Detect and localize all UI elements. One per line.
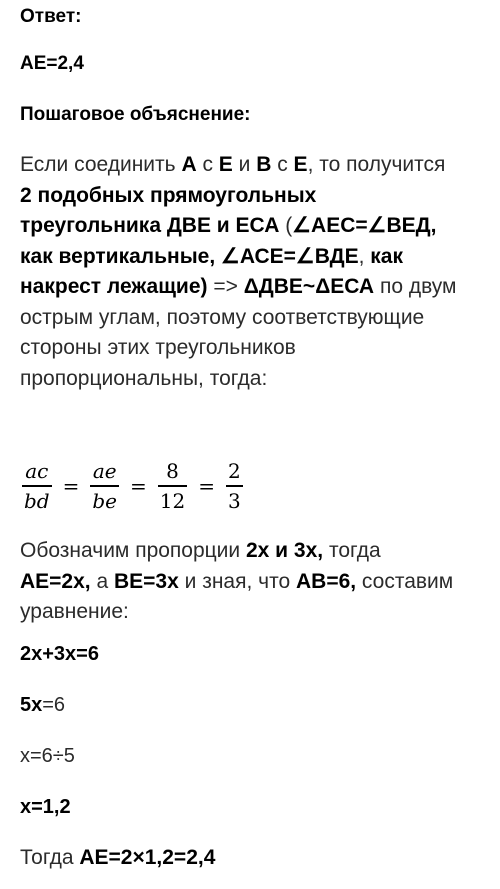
paragraph-line: стороны этих треугольников: [20, 336, 296, 359]
equation-step-4: х=1,2: [20, 796, 71, 818]
fraction-bar: [90, 485, 119, 486]
paragraph-line: уравнение:: [20, 600, 129, 623]
answer-value: АЕ=2,4: [20, 53, 84, 74]
fraction-bar: [22, 485, 52, 486]
equals-sign: =: [198, 474, 215, 498]
paragraph-line: [20, 272, 490, 303]
fraction-denominator: be: [92, 488, 118, 513]
fraction-8-12: [158, 459, 187, 512]
point-label: Е: [218, 153, 233, 176]
text-span: Если соединить: [20, 153, 182, 176]
paragraph-line: [20, 567, 490, 598]
text-span: составим: [356, 569, 454, 593]
paragraph-line: 2 подобных прямоугольных: [20, 183, 317, 207]
explanation-heading: Пошаговое объяснение:: [20, 104, 251, 125]
bold-text: ∠АЕС=∠ВЕД,: [292, 214, 437, 237]
point-label: А: [181, 153, 197, 176]
text-span: , то получится: [307, 153, 446, 176]
text-span: по двум: [374, 275, 457, 298]
equation-step-1: 2х+3х=6: [20, 643, 99, 665]
text-span: =6: [42, 694, 66, 716]
bold-text: накрест лежащие): [20, 275, 208, 298]
text-span: =>: [207, 275, 244, 298]
equation-step-2: [20, 694, 65, 717]
paragraph-line: [20, 242, 490, 273]
paragraph-line: острым углам, поэтому соответствующие: [20, 305, 425, 329]
fraction-numerator: ac: [25, 459, 49, 484]
bold-text: ВЕ=3х: [114, 569, 179, 593]
paragraph-line: [20, 536, 490, 567]
explanation-paragraph-2: [20, 536, 490, 628]
paragraph-line: пропорциональны, тогда:: [20, 366, 268, 390]
bold-text: как вертикальные, ∠АСЕ=∠ВДЕ: [20, 244, 359, 268]
bold-text: АЕ=2×1,2=2,4: [79, 846, 216, 869]
bold-text: треугольника ДВЕ и ЕСА: [20, 214, 280, 237]
explanation-paragraph-1: [20, 150, 490, 394]
fraction-2-3: [226, 459, 243, 512]
text-span: с: [271, 153, 294, 176]
text-span: и зная, что: [178, 569, 296, 593]
text-span: Обозначим пропорции: [20, 539, 246, 562]
text-span: а: [90, 569, 114, 593]
text-span: ,: [358, 244, 371, 268]
bold-text: как: [370, 244, 403, 268]
proportion-formula: [20, 456, 245, 516]
equals-sign: =: [130, 474, 147, 498]
paragraph-line: [20, 150, 490, 181]
fraction-numerator: ae: [92, 459, 117, 484]
bold-text: АВ=6,: [295, 569, 357, 593]
fraction-bar: [226, 485, 243, 486]
text-span: тогда: [323, 539, 381, 562]
text-span: с: [196, 153, 219, 176]
text-span: и: [232, 153, 257, 176]
fraction-ae-be: [90, 459, 119, 512]
point-label: Е: [293, 153, 308, 176]
bold-text: 5х: [20, 694, 43, 716]
point-label: В: [256, 153, 272, 176]
fraction-denominator: bd: [24, 488, 50, 513]
bold-text: АЕ=2х,: [20, 569, 91, 593]
paragraph-line: [20, 211, 490, 242]
equals-sign: =: [62, 474, 80, 498]
bold-text: 2х и 3х,: [245, 539, 324, 562]
fraction-denominator: 12: [159, 488, 186, 513]
equation-step-3: х=6÷5: [20, 745, 75, 767]
bold-text: ΔДВЕ~ΔЕСА: [243, 275, 375, 298]
fraction-numerator: 2: [228, 459, 241, 484]
final-answer-line: [20, 846, 215, 870]
fraction-bar: [158, 485, 187, 486]
text-span: (: [279, 214, 293, 237]
fraction-numerator: 8: [166, 459, 179, 484]
answer-heading: Ответ:: [20, 6, 82, 27]
text-span: Тогда: [20, 846, 80, 869]
fraction-denominator: 3: [228, 488, 241, 513]
fraction-ac-bd: [22, 459, 52, 512]
